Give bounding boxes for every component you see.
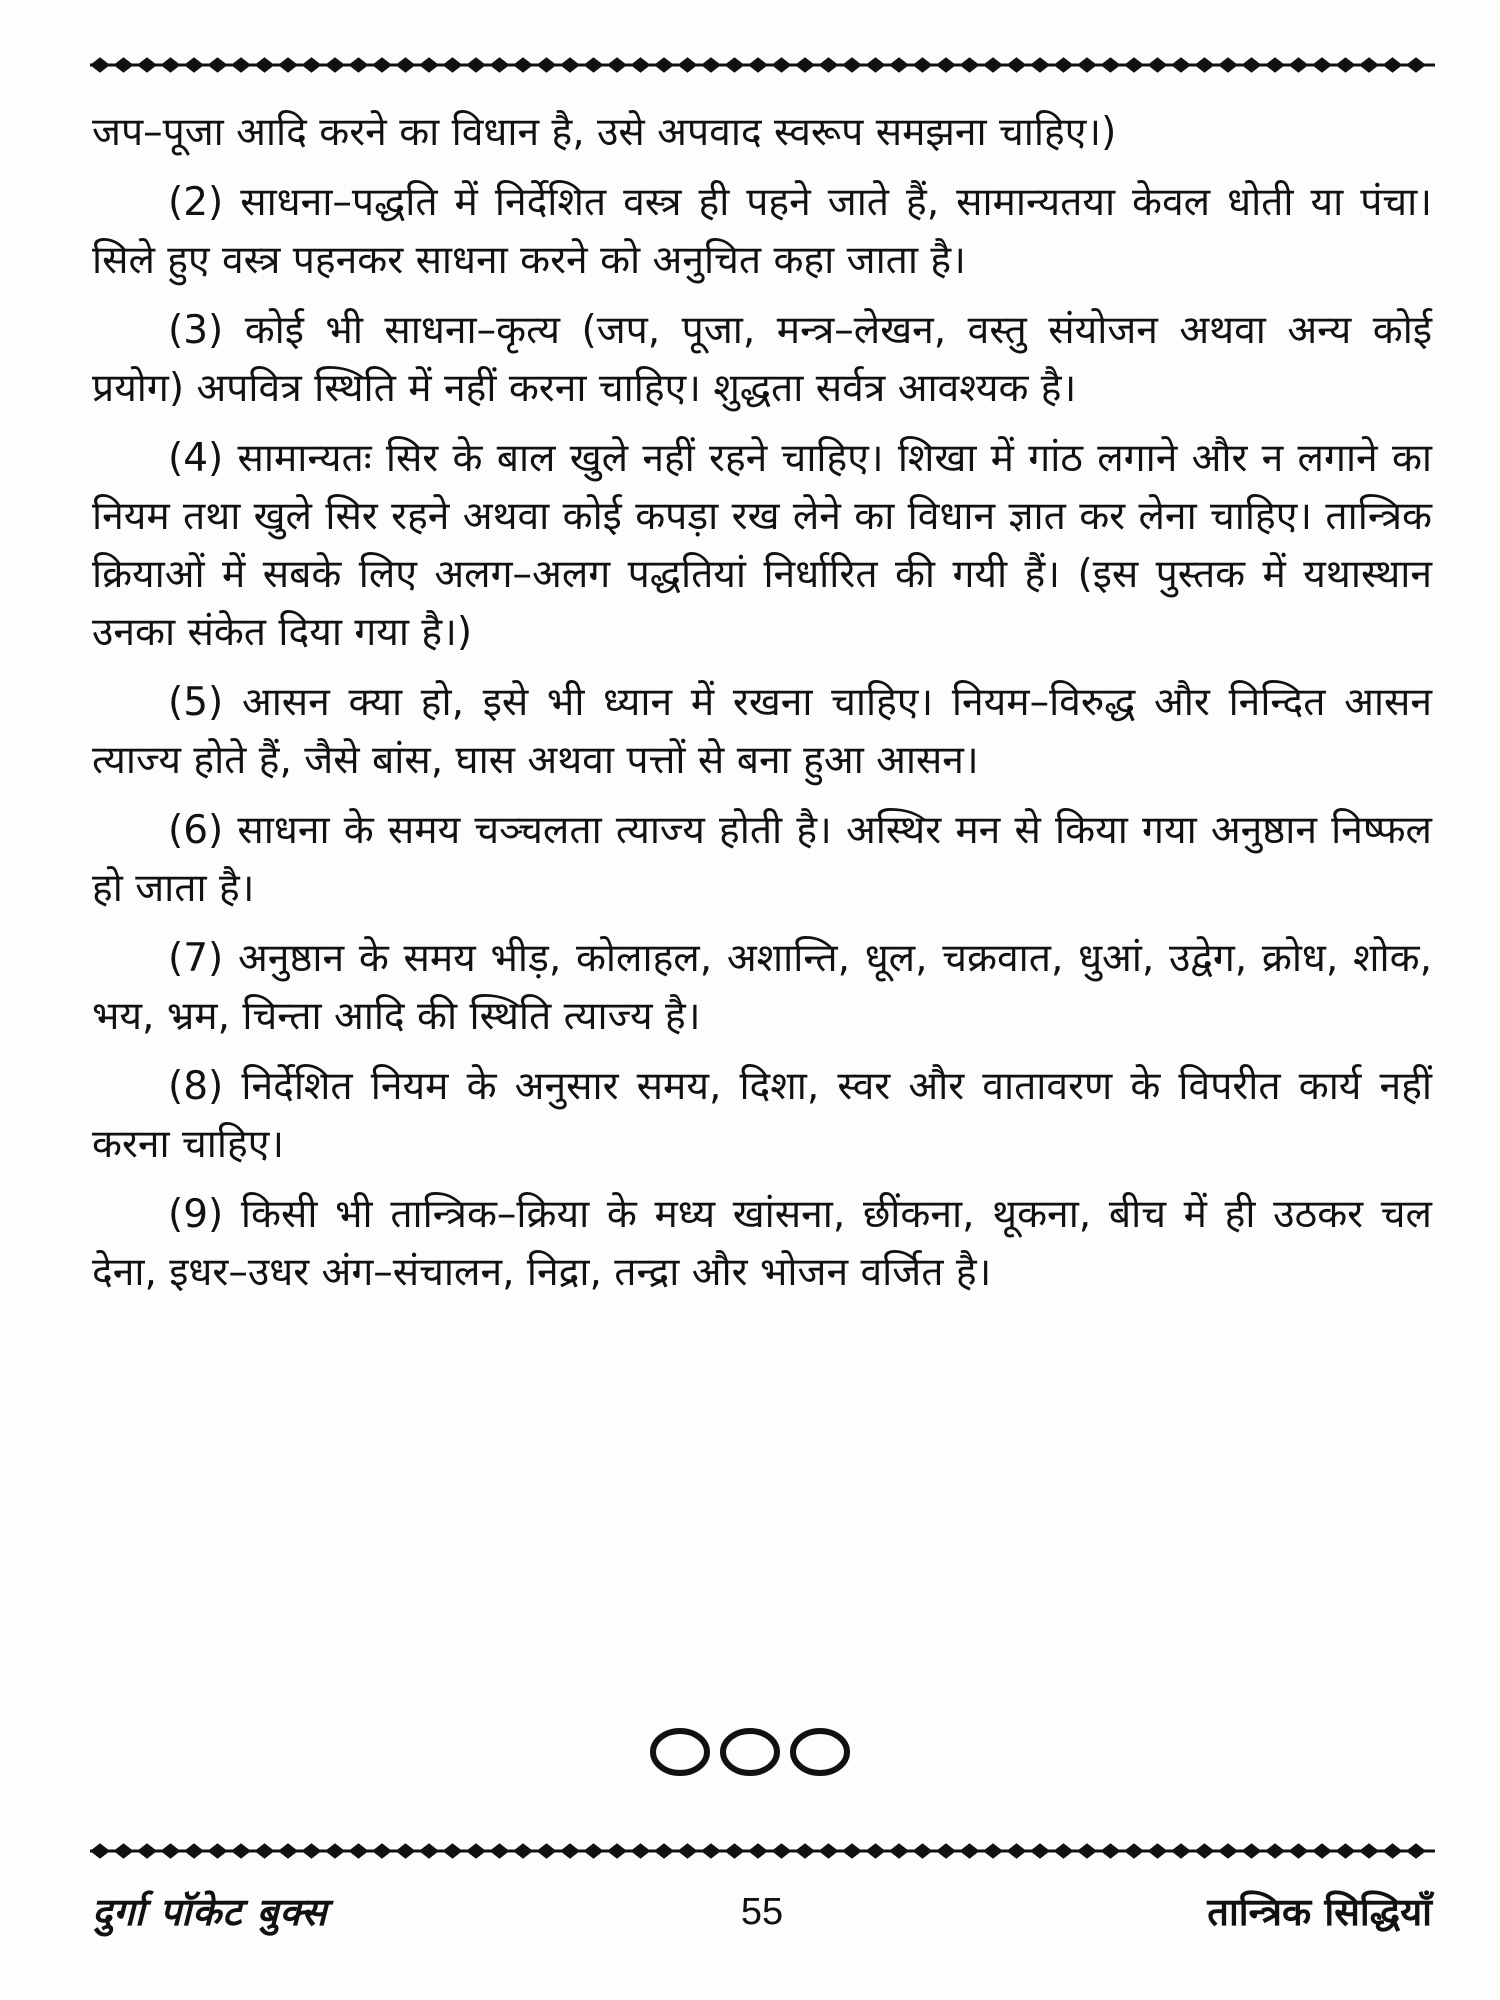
border-diamond: [1101, 57, 1121, 73]
border-diamond: [1195, 57, 1215, 73]
border-diamond: [866, 57, 886, 73]
border-diamond: [607, 57, 627, 73]
border-diamond: [631, 1843, 651, 1859]
border-diamond: [419, 1843, 439, 1859]
border-diamond: [372, 57, 392, 73]
border-diamond: [748, 57, 768, 73]
border-diamond: [443, 1843, 463, 1859]
paragraph-rule-5: (5) आसन क्या हो, इसे भी ध्यान में रखना चाहिए। नियम–विरुद्ध और निन्दित आसन त्याज्य होते हैं, जैसे बांस, घास अथवा पत्तों से बना हुआ आसन।: [92, 680, 1432, 783]
paragraph-rule-4: (4) सामान्यतः सिर के बाल खुले नहीं रहने चाहिए। शिखा में गांठ लगाने और न लगाने का नियम तथा खुले सिर रहने अथवा कोई कपड़ा रख लेने का विधान ज्ञात कर लेना चाहिए। तान्त्रिक क्रियाओं में सबके लिए अलग–अलग पद्धतियां निर्धारित की गयी हैं। (इस पुस्तक में यथास्थान उनका संकेत दिया गया है।): [92, 436, 1432, 655]
border-diamond: [654, 1843, 674, 1859]
border-diamond: [1336, 57, 1356, 73]
border-diamond: [537, 1843, 557, 1859]
border-diamond: [537, 57, 557, 73]
border-diamond: [90, 57, 110, 73]
border-diamond: [1171, 57, 1191, 73]
border-diamond: [1359, 57, 1379, 73]
border-diamond: [1336, 1843, 1356, 1859]
border-diamond: [184, 57, 204, 73]
border-diamond: [913, 57, 933, 73]
border-diamond: [701, 57, 721, 73]
border-diamond: [1124, 57, 1144, 73]
border-diamond: [819, 1843, 839, 1859]
border-diamond: [1030, 57, 1050, 73]
border-diamond: [795, 57, 815, 73]
border-diamond: [560, 1843, 580, 1859]
border-diamond: [114, 1843, 134, 1859]
border-diamond: [419, 57, 439, 73]
border-diamond: [936, 1843, 956, 1859]
paragraph-rule-9: (9) किसी भी तान्त्रिक–क्रिया के मध्य खांसना, छींकना, थूकना, बीच में ही उठकर चल देना, इधर–उधर अंग–संचालन, निद्रा, तन्द्रा और भोजन वर्जित है।: [92, 1192, 1432, 1295]
paragraph-rule-3: (3) कोई भी साधना–कृत्य (जप, पूजा, मन्त्र–लेखन, वस्तु संयोजन अथवा अन्य कोई प्रयोग) अपवित्र स्थिति में नहीं करना चाहिए। शुद्धता सर्वत्र आवश्यक है।: [92, 308, 1432, 411]
border-diamond: [1383, 57, 1403, 73]
border-diamond: [983, 1843, 1003, 1859]
border-diamond: [1007, 57, 1027, 73]
border-diamond: [701, 1843, 721, 1859]
border-diamond: [325, 57, 345, 73]
border-diamond: [889, 1843, 909, 1859]
bottom-diamond-border-graphic: [90, 1838, 1435, 1864]
border-diamond: [1312, 1843, 1332, 1859]
border-diamond: [161, 1843, 181, 1859]
border-diamond: [1077, 57, 1097, 73]
border-diamond: [913, 1843, 933, 1859]
paragraph-rule-7: (7) अनुष्ठान के समय भीड़, कोलाहल, अशान्ति, धूल, चक्रवात, धुआं, उद्वेग, क्रोध, शोक, भय, भ्रम, चिन्ता आदि की स्थिति त्याज्य है।: [92, 936, 1432, 1039]
three-circles-icon: [645, 1722, 855, 1782]
page-body: [92, 104, 1432, 1314]
border-diamond: [1148, 1843, 1168, 1859]
border-diamond: [866, 1843, 886, 1859]
bottom-diamond-border: [90, 1838, 1435, 1864]
border-diamond: [1007, 1843, 1027, 1859]
border-diamond: [1242, 57, 1262, 73]
border-diamond: [795, 1843, 815, 1859]
border-diamond: [960, 57, 980, 73]
border-diamond: [255, 57, 275, 73]
border-diamond: [772, 1843, 792, 1859]
border-diamond: [748, 1843, 768, 1859]
border-diamond: [1242, 1843, 1262, 1859]
border-diamond: [396, 57, 416, 73]
paragraph-rule-8: (8) निर्देशित नियम के अनुसार समय, दिशा, स्वर और वातावरण के विपरीत कार्य नहीं करना चाहिए।: [92, 1064, 1432, 1167]
border-diamond: [1171, 1843, 1191, 1859]
border-diamond: [1101, 1843, 1121, 1859]
border-diamond: [137, 1843, 157, 1859]
border-diamond: [584, 57, 604, 73]
border-diamond: [889, 57, 909, 73]
border-diamond: [443, 57, 463, 73]
paragraph-rule-2: (2) साधना–पद्धति में निर्देशित वस्त्र ही पहने जाते हैं, सामान्यतया केवल धोती या पंचा। सिले हुए वस्त्र पहनकर साधना करने को अनुचित कहा जाता है।: [92, 180, 1432, 283]
border-diamond: [1077, 1843, 1097, 1859]
border-diamond: [278, 57, 298, 73]
publisher-name: दुर्गा पॉकेट बुक्स: [92, 1890, 328, 1934]
border-diamond: [1124, 1843, 1144, 1859]
border-diamond: [114, 57, 134, 73]
section-end-ornament: [0, 1722, 1500, 1782]
border-diamond: [631, 57, 651, 73]
border-diamond: [513, 1843, 533, 1859]
border-diamond: [1406, 1843, 1426, 1859]
border-diamond: [1312, 57, 1332, 73]
border-diamond: [1195, 1843, 1215, 1859]
border-diamond: [654, 57, 674, 73]
border-diamond: [466, 1843, 486, 1859]
border-diamond: [1359, 1843, 1379, 1859]
border-diamond: [1054, 1843, 1074, 1859]
book-title: तान्त्रिक सिद्धियाँ: [1207, 1890, 1432, 1934]
border-diamond: [725, 57, 745, 73]
border-diamond: [607, 1843, 627, 1859]
border-diamond: [1289, 57, 1309, 73]
border-diamond: [1406, 57, 1426, 73]
border-diamond: [372, 1843, 392, 1859]
page-footer: [92, 1882, 1432, 1942]
border-diamond: [231, 57, 251, 73]
border-diamond: [772, 57, 792, 73]
border-diamond: [302, 1843, 322, 1859]
border-diamond: [161, 57, 181, 73]
border-diamond: [842, 57, 862, 73]
border-diamond: [842, 1843, 862, 1859]
border-diamond: [349, 57, 369, 73]
border-diamond: [1383, 1843, 1403, 1859]
border-diamond: [819, 57, 839, 73]
border-diamond: [184, 1843, 204, 1859]
border-diamond: [490, 57, 510, 73]
border-diamond: [231, 1843, 251, 1859]
top-diamond-border-graphic: [90, 52, 1435, 78]
page-number: 55: [740, 1891, 784, 1933]
paragraph-rule-6: (6) साधना के समय चञ्चलता त्याज्य होती है। अस्थिर मन से किया गया अनुष्ठान निष्फल हो जाता है।: [92, 808, 1432, 911]
border-diamond: [90, 1843, 110, 1859]
border-diamond: [490, 1843, 510, 1859]
border-diamond: [1218, 57, 1238, 73]
border-diamond: [983, 57, 1003, 73]
border-diamond: [137, 57, 157, 73]
border-diamond: [1030, 1843, 1050, 1859]
border-diamond: [396, 1843, 416, 1859]
paragraph-continuation: जप–पूजा आदि करने का विधान है, उसे अपवाद स्वरूप समझना चाहिए।): [92, 110, 1117, 155]
border-diamond: [1289, 1843, 1309, 1859]
border-diamond: [1148, 57, 1168, 73]
border-diamond: [584, 1843, 604, 1859]
border-diamond: [1265, 57, 1285, 73]
border-diamond: [466, 57, 486, 73]
border-diamond: [349, 1843, 369, 1859]
border-diamond: [325, 1843, 345, 1859]
border-diamond: [255, 1843, 275, 1859]
border-diamond: [513, 57, 533, 73]
border-diamond: [208, 1843, 228, 1859]
border-diamond: [936, 57, 956, 73]
border-diamond: [725, 1843, 745, 1859]
top-diamond-border: [90, 52, 1435, 78]
border-diamond: [1265, 1843, 1285, 1859]
border-diamond: [278, 1843, 298, 1859]
border-diamond: [208, 57, 228, 73]
border-diamond: [1218, 1843, 1238, 1859]
border-diamond: [960, 1843, 980, 1859]
border-diamond: [678, 57, 698, 73]
border-diamond: [1054, 57, 1074, 73]
border-diamond: [560, 57, 580, 73]
border-diamond: [678, 1843, 698, 1859]
border-diamond: [302, 57, 322, 73]
